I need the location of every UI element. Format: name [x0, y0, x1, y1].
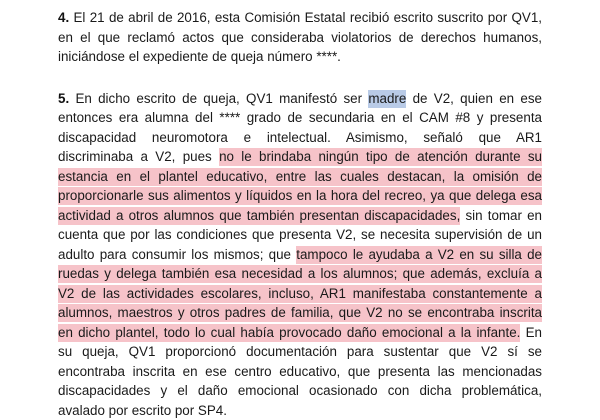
text-segment: En dicho escrito de queja, QV1 manifestó ser: [75, 91, 362, 106]
highlight-segment: alumnos, maestros y otros padres de familia, que V2 no se encontraba inscrita: [58, 304, 542, 322]
paragraph-5-line-6: [58, 186, 542, 206]
paragraph-4-line-1: [58, 8, 542, 28]
paragraph-5-line-4: [58, 147, 542, 167]
paragraph-4-number: 4.: [58, 10, 69, 25]
paragraph-5-line-14: [58, 342, 542, 362]
text-segment: avalado por escrito por SP4.: [58, 403, 227, 418]
paragraph-5-line-15: [58, 362, 542, 382]
paragraph-4-line-3: [58, 47, 542, 67]
text-segment: encontraba inscrita en ese centro educativo, que presenta las mencionadas: [58, 364, 542, 379]
text-segment: adulto para consumir los mismos; que: [58, 247, 291, 262]
paragraph-5-line-1: [58, 89, 542, 109]
text-segment: discapacidades y el daño emocional ocasionado con dicha problemática,: [58, 383, 542, 398]
paragraph-4-line-2: [58, 28, 542, 48]
paragraph-5-line-8: [58, 225, 542, 245]
highlight-segment: no le brindaba ningún tipo de atención durante su: [219, 148, 542, 166]
paragraph-4: [58, 8, 542, 67]
text-segment: de V2, quien en ese: [413, 91, 542, 106]
paragraph-5-line-9: [58, 245, 542, 265]
text-segment: en el que reclamó actos que consideraba violatorios de derechos humanos,: [58, 30, 542, 45]
highlight-segment: proporcionarle sus alimentos y líquidos en la hora del recreo, ya que delega esa: [58, 187, 542, 205]
paragraph-5: [58, 89, 542, 420]
paragraph-5-line-13: [58, 323, 542, 343]
text-segment: sin tomar en: [465, 208, 542, 223]
paragraph-5-line-16: [58, 381, 542, 401]
paragraph-5-line-5: [58, 167, 542, 187]
highlight-segment: ruedas y delega también esa necesidad a los alumnos; que además, excluía a: [58, 265, 542, 283]
text-segment: En: [526, 325, 542, 340]
paragraph-5-line-3: [58, 128, 542, 148]
highlight-segment: tampoco le ayudaba a V2 en su silla de: [296, 246, 542, 264]
paragraph-5-line-7: [58, 206, 542, 226]
paragraph-gap: [58, 67, 542, 89]
highlight-word-madre: madre: [368, 90, 406, 108]
paragraph-5-line-10: [58, 264, 542, 284]
text-segment: iniciándose el expediente de queja número ****.: [58, 49, 341, 64]
text-segment: entonces era alumna del **** grado de secundaria en el CAM #8 y presenta: [58, 110, 542, 125]
highlight-segment: V2 de las actividades escolares, incluso, AR1 manifestaba constantemente a: [58, 285, 542, 303]
highlight-segment: estancia en el plantel educativo, entre las cuales destacan, la omisión de: [58, 168, 542, 186]
paragraph-5-line-11: [58, 284, 542, 304]
highlight-segment: actividad a otros alumnos que también presentan discapacidades,: [58, 207, 460, 225]
text-segment: cuenta que por las condiciones que presenta V2, se necesita supervisión de un: [58, 227, 542, 242]
paragraph-5-line-2: [58, 108, 542, 128]
text-segment: discapacidad neuromotora e intelectual. Asimismo, señaló que AR1: [58, 130, 542, 145]
text-segment: discriminaba a V2, pues: [58, 149, 212, 164]
paragraph-5-line-12: [58, 303, 542, 323]
paragraph-5-line-17: [58, 401, 542, 420]
text-segment: su queja, QV1 proporcionó documentación para sustentar que V2 sí se: [58, 344, 542, 359]
text-segment: El 21 de abril de 2016, esta Comisión Estatal recibió escrito suscrito por QV1,: [74, 10, 543, 25]
highlight-segment: en dicho plantel, todo lo cual había provocado daño emocional a la infante.: [58, 324, 520, 342]
paragraph-5-number: 5.: [58, 91, 69, 106]
